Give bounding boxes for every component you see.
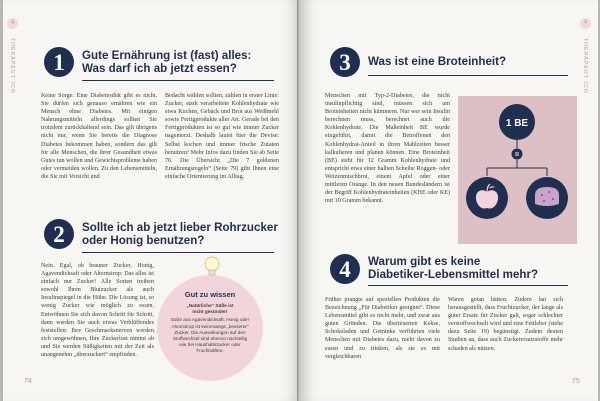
page-number-left: 74 <box>24 378 32 385</box>
right-page <box>300 0 598 401</box>
section-number-4: 4 <box>330 254 360 284</box>
tip-bubble <box>157 275 263 381</box>
section-1-rule <box>82 80 274 81</box>
side-tab-label: THERAPEUT ICH <box>9 38 15 94</box>
section-1-heading-line2: Was darf ich ab jetzt essen? <box>82 62 237 76</box>
section-1-heading-line1: Gute Ernährung ist (fast) alles: <box>82 49 252 62</box>
section-4-rule <box>368 285 568 286</box>
section-1-heading <box>82 49 282 76</box>
apple-icon <box>466 177 508 219</box>
section-2-text: Nein. Egal, ob brauner Zucker, Honig, Agavendicksaft oder Ahornsirup: Das alles ist einfach nur Zucker! Alle Sorten treiben sowohl Ihren Blutzucker als auch Insulinspiegel in die Höhe. Die Lösung ist, so wenig Zucker wie möglich zu essen. Entwöhnen Sie sich davon Schritt für Schritt, dann werden Sie auch etwas Verblüffendes feststellen: Ihre Geschmacksnerven werden sich umgewöhnen, Ihre Zuckerlust nimmt ab und Sie werden Süßigkeiten mit der Zeit als unangenehm „überzuckert“ empfinden. <box>41 263 154 359</box>
section-3-heading: Was ist eine Broteinheit? <box>368 55 507 68</box>
section-number-3: 3 <box>330 47 360 77</box>
section-number-2: 2 <box>44 219 74 249</box>
bread-icon <box>526 177 568 219</box>
tip-body <box>169 303 251 355</box>
section-4-heading-line2: Diabetiker-Lebensmittel mehr? <box>368 268 539 282</box>
section-2-heading <box>82 221 292 248</box>
be-equals: = <box>514 150 520 159</box>
section-4-text-col2: Waren getan hätten. Zudem hat sich herausgestellt, dass Fruchtzucker, der lange als guter Ersatz für Zucker galt, sogar schlechter verstoffwechselt wird und eine Fettleber (siehe dazu Seite 19) begünstigt. Zudem deuten Studien an, dass auch Zuckerersatzstoffe mehr schaden als nützen. <box>448 297 563 352</box>
section-4-heading-line1: Warum gibt es keine <box>368 255 481 268</box>
left-page <box>3 0 301 401</box>
section-4-text-col1: Früher prangte auf speziellen Produkten die Bezeichnung „Für Diabetiker geeignet“. Diese Lebensmittel gibt es nicht mehr, und zwar aus guten Gründen. Die überteuerten Kekse, Schokoladen und Getränke verführten viele Menschen mit Diabetes dazu, mehr davon zu essen und zu trinken, als sie es mit vergleichbaren <box>325 297 440 360</box>
chapter-badge: 4 <box>580 18 591 29</box>
section-number-1: 1 <box>44 47 74 77</box>
section-4-heading <box>368 255 578 282</box>
tip-bold-line2: nicht gesünder! <box>192 309 228 315</box>
section-2-heading-line1: Sollte ich ab jetzt lieber Rohrzucker <box>82 221 278 234</box>
section-1-text-col1: Keine Sorge: Eine Diabetesdiät gibt es nicht. Sie dürfen sich genauso ernähren wie ein Mensch ohne Diabetes. Mit einigen Nahrungsmitteln allerdings sollten Sie trotzdem zurückhaltend sein. Das gilt übrigens nicht nur, wenn Sie bereits die Diagnose Diabetes bekommen haben, sondern das gilt für alle Menschen, die ihrer Gesundheit etwas Gutes tun wollen und Gewichtsprobleme haben oder vermeiden wollen. Zu den Lebensmitteln, die Sie mit Vorsicht und <box>41 93 157 180</box>
be-diagram <box>458 96 577 244</box>
chapter-badge: 4 <box>7 18 18 29</box>
section-1-text-col2: Bedacht wählen sollten, zählen in erster Linie: Zucker, stark verarbeitete Kohlenhydrate wie etwa Kuchen, Gebäck und Brot aus Weißmehl sowie Fertigprodukte aller Art. Gerade bei den Fertigprodukten ist so gut wie immer Zucker nagemerzt. Deshalb lautet hier die Devise: Selbst kochen und immer frische Zutaten benutzen! Mehr Infos dazu finden Sie ab Seite 76. Die Übersicht „Die 7 goldenen Ernährungsregeln“ (Seite 79) gibt Ihnen eine einfache Orientierung im Alltag. <box>165 93 279 180</box>
section-3-text: Menschen mit Typ-2-Diabetes, die nicht insulinpflichtig sind, müssen sich um Broteinheiten nicht kümmern. Nur wer sein Insulin berechnen muss, berechnet auch die Kohlenhydrate. Die Maßeinheit BE wurde eingeführt, damit die Betroffenen den Kohlenhydrat-Anteil in ihren Mahlzeiten besser kalkulieren und planen können. Eine Broteinheit (BE) steht für 12 Gramm Kohlenhydrate und entspricht etwa einer halben Scheibe Roggen- oder Weizenmischbrot, einem Apfel oder einer mittleren Orange. In den neuen Bundesländern ist der Begriff Kohlenhydrateinheiten (KHE oder KE) mit 10 Gramm bekannt. <box>325 93 450 205</box>
page-number-right: 75 <box>572 378 580 385</box>
side-tab-label: THERAPEUT ICH <box>582 38 588 94</box>
section-2-heading-line2: oder Honig benutzen? <box>82 234 205 248</box>
lightbulb-icon <box>202 255 222 281</box>
tip-title: Gut zu wissen <box>184 290 236 299</box>
be-label: 1 BE <box>505 118 529 129</box>
be-diagram-box <box>458 96 577 244</box>
section-3-rule <box>368 75 568 76</box>
tip-bold-line1: „Natürliche“ Süße ist <box>186 303 234 308</box>
tip-text: Süße aus Agavendicksaft, Honig oder Ahornsirup ist keineswegs „besserer“ Zucker. Die Auswirkungen auf den Stoffwechsel sind ebenso nachteilig wie bei Haushaltszucker oder Fruchtsäften. <box>170 317 250 354</box>
section-2-rule <box>82 252 274 253</box>
